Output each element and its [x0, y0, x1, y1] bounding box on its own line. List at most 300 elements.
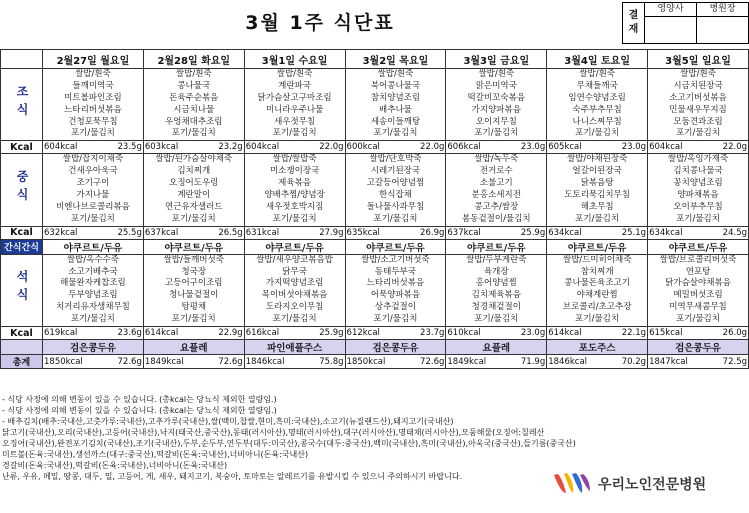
menu-item: 분홍소세지전 [471, 190, 521, 201]
menu-item: 건새우아욱국 [68, 166, 118, 177]
menu-item: 가지양파볶음 [471, 104, 521, 115]
menu-item: 포기/물김치 [676, 128, 720, 139]
kcal-cell [446, 226, 547, 239]
menu-item: 양파채볶음 [677, 190, 719, 201]
menu-item: 홍어양념찜 [475, 278, 517, 289]
menu-item: 쌀밥/흰죽 [377, 69, 414, 79]
protein-value: 27.9g [319, 227, 344, 238]
evening-snack-cell: 검은콩두유 [345, 340, 446, 355]
menu-item: 오이지무침 [475, 116, 517, 127]
kcal-value: 631kcal [245, 227, 280, 238]
lunch-menu-cell [43, 154, 144, 226]
protein-value: 25.9g [520, 227, 546, 238]
notes [2, 394, 747, 482]
protein-value: 23.6g [117, 328, 142, 339]
menu-item: 계란파국 [278, 80, 312, 91]
menu-item: 건청포묵무침 [68, 116, 118, 127]
kcal-cell [143, 226, 244, 239]
menu-item: 숙주부추무침 [572, 104, 622, 115]
menu-item: 탕평채 [181, 302, 207, 313]
menu-item: 콩나물국 [177, 80, 211, 91]
day-header: 3월4일 토요일 [547, 50, 648, 69]
snack-cell: 야쿠르트/두유 [244, 239, 345, 254]
day-header: 2월28일 화요일 [143, 50, 244, 69]
menu-item: 쌀밥/녹두죽 [474, 154, 519, 165]
menu-item: 닭볶음탕 [580, 178, 614, 189]
evening-snack-cell: 요플레 [446, 340, 547, 355]
menu-item: 포기/물김치 [272, 314, 317, 325]
kcal-cell [43, 327, 144, 340]
menu-item: 꽁치양념조림 [673, 178, 723, 189]
total-cell [345, 355, 446, 369]
kcal-value: 604kcal [649, 142, 683, 153]
evening-snack-cell: 파인애플주스 [244, 340, 345, 355]
meal-label-text: 석식 [15, 270, 29, 307]
snack-cell: 야쿠르트/두유 [547, 239, 648, 254]
menu-item: 콩고추/쌈장 [474, 201, 519, 212]
lunch-menu-cell [648, 154, 749, 226]
menu-item: 미역무새콤무침 [669, 302, 727, 313]
menu-item: 미트볼파인조림 [64, 92, 122, 103]
breakfast-label [1, 69, 43, 141]
menu-item: 동태두부국 [374, 266, 416, 277]
menu-item: 닭가슴살야채볶음 [665, 278, 731, 289]
kcal-cell [345, 226, 446, 239]
meal-table [0, 49, 749, 369]
snack-cell: 야쿠르트/두유 [648, 239, 749, 254]
total-cell [648, 355, 749, 369]
menu-item: 북어콩나물국 [370, 80, 421, 91]
kcal-value: 603kcal [144, 142, 179, 153]
menu-item: 비엔나브로콜리볶음 [55, 201, 130, 212]
protein-value: 23.5g [117, 142, 142, 153]
menu-item: 목이버섯야채볶음 [261, 290, 328, 301]
evening-snack-corner [1, 340, 43, 355]
kcal-cell [547, 327, 648, 340]
total-label: 총계 [1, 355, 43, 369]
menu-item: 시레기된장국 [370, 166, 421, 177]
breakfast-kcal-row [1, 141, 749, 154]
page-title: 3월 1주 식단표 [245, 12, 395, 34]
note-line: 오징어(국내산),완전포기김치(국내산),조기(국내산),두부,순두부,연두부(대두:미국산),콩국수(대두:중국산),백미(국내산),흑미(국내산),아욱국(중국산),들기름(중국산) [2, 439, 576, 448]
total-protein: 72.6g [218, 356, 243, 367]
approval-label-char: 결 [628, 10, 639, 21]
menu-item: 들깨미역국 [72, 80, 114, 91]
day-header: 2월27일 월요일 [43, 50, 144, 69]
breakfast-menu-cell [547, 69, 648, 141]
menu-item: 새우젓무침 [274, 116, 316, 127]
menu-item: 시금치나물 [173, 104, 215, 115]
meal-label-text: 조식 [15, 84, 29, 121]
kcal-value: 616kcal [245, 328, 280, 339]
evening-snack-cell: 검은콩두유 [648, 340, 749, 355]
menu-item: 포기/물김치 [373, 213, 418, 224]
menu-item: 콩나물돈육조고기 [564, 278, 630, 289]
evening-snack-cell: 포도주스 [547, 340, 648, 355]
hospital-logo [552, 470, 747, 498]
kcal-value: 605kcal [548, 142, 582, 153]
menu-item: 나니스찌무침 [572, 116, 622, 127]
kcal-value: 610kcal [447, 328, 481, 339]
menu-item: 어묵양파볶음 [370, 290, 421, 301]
protein-value: 25.1g [621, 227, 647, 238]
menu-item: 가지나물 [76, 190, 110, 201]
dinner-row [1, 254, 749, 326]
menu-item: 김치제육볶음 [471, 290, 521, 301]
menu-item: 브로콜리/초고추장 [562, 302, 632, 313]
day-header: 3월2일 목요일 [345, 50, 446, 69]
menu-item: 쌀밥/흰죽 [478, 69, 515, 79]
menu-item: 돌나물사과무침 [366, 201, 425, 212]
menu-item: 제육볶음 [278, 178, 312, 189]
menu-item: 포기/물김치 [373, 314, 418, 325]
menu-item: 참치찌개 [580, 266, 614, 277]
kcal-cell [648, 141, 749, 154]
breakfast-row [1, 69, 749, 141]
dinner-menu-cell [446, 254, 547, 326]
kcal-value: 635kcal [346, 227, 380, 238]
lunch-menu-cell [547, 154, 648, 226]
menu-item: 쌀밥/흰죽 [579, 69, 615, 79]
kcal-value: 600kcal [346, 142, 380, 153]
menu-item: 떡갈비꼬숙볶음 [467, 92, 526, 103]
lunch-menu-cell [244, 154, 345, 226]
menu-item: 도라지오이무침 [265, 302, 324, 313]
hospital-logo-icon [552, 471, 592, 497]
menu-item: 도토리묵김치무침 [564, 190, 630, 201]
menu-item: 쌀밥/옥잉가재죽 [667, 154, 729, 165]
protein-value: 25.9g [319, 328, 344, 339]
kcal-label: Kcal [1, 226, 43, 239]
menu-item: 시금치된장국 [673, 80, 723, 91]
kcal-cell [43, 226, 144, 239]
breakfast-menu-cell [648, 69, 749, 141]
total-cell [446, 355, 547, 369]
kcal-value: 637kcal [144, 227, 179, 238]
menu-item: 포기/물김치 [272, 128, 317, 139]
menu-item: 한식잡채 [379, 190, 412, 201]
kcal-value: 634kcal [649, 227, 683, 238]
approver-director [697, 3, 748, 43]
snack-cell: 야쿠르트/두유 [446, 239, 547, 254]
kcal-cell [648, 327, 749, 340]
protein-value: 26.9g [420, 227, 445, 238]
protein-value: 23.0g [520, 328, 546, 339]
menu-item: 가지떡양념조림 [265, 278, 324, 289]
menu-item: 조기구이 [76, 178, 110, 189]
menu-item: 포기/물김치 [171, 213, 216, 224]
menu-item: 해초무침 [580, 201, 614, 212]
total-cell [43, 355, 144, 369]
menu-item: 포기/물김치 [70, 314, 115, 325]
protein-value: 26.5g [218, 227, 243, 238]
lunch-menu-cell [143, 154, 244, 226]
lunch-label [1, 154, 43, 226]
menu-item: 포기/물김치 [676, 314, 720, 325]
total-kcal: 1849kcal [144, 356, 184, 367]
total-row [1, 355, 749, 369]
protein-value: 23.0g [520, 142, 546, 153]
breakfast-menu-cell [43, 69, 144, 141]
snack-cell: 야쿠르트/두유 [345, 239, 446, 254]
dinner-kcal-row [1, 327, 749, 340]
protein-value: 22.1g [621, 328, 647, 339]
menu-item: 쌀밥/소고기버섯죽 [361, 254, 430, 265]
menu-item: 모둠견과조림 [673, 116, 723, 127]
kcal-value: 614kcal [548, 328, 582, 339]
menu-item: 쌀밥/드미히이채죽 [562, 254, 632, 265]
menu-item: 쌀밥/흰죽 [680, 69, 716, 79]
note-line: 미트볼(돈육:국내산),생선까스(대구:중국산),떡갈비(돈육:국내산),너비아니(돈육:국내산) [2, 450, 309, 459]
menu-item: 김치콩나물국 [673, 166, 723, 177]
kcal-cell [345, 141, 446, 154]
kcal-cell [547, 226, 648, 239]
kcal-cell [244, 226, 345, 239]
menu-item: 포기/물김치 [171, 128, 216, 139]
menu-item: 포기/물김치 [70, 128, 115, 139]
menu-item: 쌀밥/된가슴살야채죽 [155, 154, 233, 165]
kcal-label: Kcal [1, 327, 43, 340]
menu-item: 해물완자케찹조림 [60, 278, 126, 289]
kcal-cell [446, 327, 547, 340]
approval-label [623, 3, 645, 43]
kcal-cell [143, 141, 244, 154]
menu-item: 상추겉절이 [374, 302, 416, 313]
note-line: 난류, 우유, 메밀, 땅콩, 대두, 밀, 고등어, 게, 새우, 돼지고기, 복숭아, 토마토는 알레르기를 유발시킬 수 있으니 주의하시기 바랍니다. [2, 472, 463, 481]
note-line: - 식당 사정에 의해 변동이 있을 수 있습니다. (총kcal는 당뇨식 제외한 열량임.) [2, 406, 277, 415]
protein-value: 23.0g [621, 142, 647, 153]
note-line: - 배추김치(배추:국내산,고춧가루:국내산),고추가루(국내산),쌀(백미,찹쌀,현미,흑미:국내산),소고기(뉴질랜드산),돼지고기(국내산) [2, 417, 454, 426]
kcal-cell [345, 327, 446, 340]
kcal-value: 619kcal [44, 328, 78, 339]
menu-item: 닭가슴살고구마조림 [257, 92, 332, 103]
menu-item: 포기/물김치 [474, 314, 519, 325]
kcal-cell [244, 141, 345, 154]
total-kcal: 1850kcal [44, 356, 83, 367]
menu-item: 포기/물김치 [575, 213, 620, 224]
menu-item: 포기/물김치 [575, 314, 620, 325]
menu-item: 쌀밥/두부게란죽 [466, 254, 527, 265]
protein-value: 22.0g [722, 142, 747, 153]
menu-item: 쌀밥/단호박죽 [369, 154, 422, 165]
menu-item: 느타리버섯볶음 [64, 104, 122, 115]
dinner-menu-cell [547, 254, 648, 326]
kcal-cell [143, 327, 244, 340]
protein-value: 25.5g [117, 227, 142, 238]
menu-item: 임연수양념조림 [568, 92, 626, 103]
evening-snack-cell: 검은콩두유 [43, 340, 144, 355]
total-cell [244, 355, 345, 369]
menu-item: 쌀밥/들깨버섯죽 [163, 254, 224, 265]
total-protein: 72.5g [722, 356, 747, 367]
lunch-kcal-row [1, 226, 749, 239]
kcal-cell [43, 141, 144, 154]
breakfast-menu-cell [345, 69, 446, 141]
kcal-value: 612kcal [346, 328, 380, 339]
menu-item: 고등어구이조림 [165, 278, 223, 289]
menu-item: 포기/물김치 [171, 314, 216, 325]
menu-item: 포기/물김치 [70, 213, 115, 224]
menu-item: 미소쟁이장국 [269, 166, 320, 177]
menu-item: 닭무국 [282, 266, 307, 277]
menu-item: 우엉채대추조림 [165, 116, 223, 127]
menu-item: 포기/물김치 [575, 128, 620, 139]
menu-item: 청경채겉절이 [471, 302, 521, 313]
evening-snack-cell: 요플레 [143, 340, 244, 355]
dinner-menu-cell [648, 254, 749, 326]
logo-petal [564, 473, 573, 493]
total-protein: 72.6g [420, 356, 445, 367]
menu-item: 쌀밥/흰죽 [276, 69, 313, 79]
day-header: 3월3일 금요일 [446, 50, 547, 69]
total-protein: 71.9g [520, 356, 546, 367]
menu-item: 포기/물김치 [676, 213, 720, 224]
lunch-menu-cell [446, 154, 547, 226]
menu-item: 새우젓호박지짐 [265, 201, 324, 212]
protein-value: 22.0g [319, 142, 344, 153]
protein-value: 23.2g [218, 142, 243, 153]
menu-item: 연근유자샐러드 [165, 201, 223, 212]
kcal-value: 632kcal [44, 227, 78, 238]
menu-item: 연포탕 [685, 266, 711, 277]
menu-item: 배추나물 [379, 104, 412, 115]
menu-item: 쌀밥/브로콜리버섯죽 [659, 254, 737, 265]
menu-item: 민물새우무지짐 [669, 104, 727, 115]
protein-value: 26.0g [722, 328, 747, 339]
menu-item: 치거리유자생채무침 [55, 302, 130, 313]
breakfast-menu-cell [244, 69, 345, 141]
menu-item: 두부양념조림 [68, 290, 118, 301]
approver-title: 영양사 [645, 3, 696, 17]
day-header: 3월5일 일요일 [648, 50, 749, 69]
dinner-menu-cell [143, 254, 244, 326]
kcal-value: 604kcal [44, 142, 78, 153]
menu-item: 쌀밥/흰죽 [175, 69, 212, 79]
menu-item: 쌀밥/잡지이채죽 [62, 154, 124, 165]
menu-item: 양배추찜/양념장 [264, 190, 325, 201]
hospital-name: 우리노인전문병원 [598, 477, 707, 493]
menu-item: 쌀밥/새우양코볶음밥 [256, 254, 333, 265]
kcal-value: 606kcal [447, 142, 481, 153]
menu-item: 봄동겉절이/물김치 [462, 213, 531, 224]
corner-cell [1, 50, 43, 69]
approval-box [622, 2, 749, 44]
day-header: 3월1일 수요일 [244, 50, 345, 69]
kcal-label: Kcal [1, 141, 43, 154]
menu-item: 얼갈이된장국 [572, 166, 622, 177]
total-cell [547, 355, 648, 369]
snack-cell: 야쿠르트/두유 [43, 239, 144, 254]
snack-row [1, 239, 749, 254]
menu-item: 포기/물김치 [474, 128, 519, 139]
menu-item: 참치양념조림 [370, 92, 421, 103]
evening-snack-row [1, 340, 749, 355]
total-protein: 70.2g [621, 356, 647, 367]
lunch-menu-cell [345, 154, 446, 226]
day-header-row [1, 50, 749, 69]
kcal-cell [547, 141, 648, 154]
total-protein: 75.8g [319, 356, 344, 367]
lunch-row [1, 154, 749, 226]
menu-item: 야채계란찜 [576, 290, 618, 301]
total-cell [143, 355, 244, 369]
protein-value: 22.0g [420, 142, 445, 153]
menu-item: 계란말이 [177, 190, 211, 201]
menu-item: 오징어도우링 [169, 178, 219, 189]
dinner-menu-cell [244, 254, 345, 326]
menu-item: 맑은미역국 [475, 80, 517, 91]
menu-item: 포기/물김치 [373, 128, 418, 139]
menu-item: 돈육주순볶음 [169, 92, 219, 103]
kcal-cell [446, 141, 547, 154]
menu-item: 쌀밥/옥수수죽 [66, 254, 119, 265]
approval-label-char: 재 [628, 24, 639, 35]
protein-value: 24.5g [722, 227, 747, 238]
snack-label: 간식간식 [1, 239, 43, 254]
approver-dietitian [645, 3, 697, 43]
kcal-cell [244, 327, 345, 340]
dinner-menu-cell [345, 254, 446, 326]
total-kcal: 1846kcal [548, 356, 588, 367]
total-kcal: 1850kcal [346, 356, 386, 367]
kcal-cell [648, 226, 749, 239]
protein-value: 22.9g [218, 328, 243, 339]
note-line: 닭고기(국내산),오리(국내산),고등어(국내산),낙지(태국산,중국산),동태(러시아산),명태(러시아산),대구(러시아산),명태채(러시아산),모둠해물(오징어:칠레산 [2, 428, 545, 437]
menu-item: 청나물겉절이 [169, 290, 219, 301]
menu-item: 전거로수 [479, 166, 513, 177]
menu-item: 오이부추무침 [673, 201, 723, 212]
logo-petal [554, 474, 566, 493]
kcal-value: 615kcal [649, 328, 683, 339]
kcal-value: 604kcal [245, 142, 280, 153]
menu-item: 김치찌개 [177, 166, 211, 177]
menu-item: 소불고기 [479, 178, 513, 189]
menu-item: 소고기버섯볶음 [669, 92, 727, 103]
kcal-value: 634kcal [548, 227, 582, 238]
breakfast-menu-cell [143, 69, 244, 141]
menu-item: 메밀버섯조림 [673, 290, 723, 301]
dinner-label [1, 254, 43, 326]
menu-item: 쌀밥/쌀밥죽 [272, 154, 317, 165]
approver-title: 병원장 [697, 3, 748, 17]
note-line: - 식당 사정에 의해 변동이 있을 수 있습니다. (총kcal는 당뇨식 제외한 열량임.) [2, 395, 277, 404]
menu-item: 포기/물김치 [272, 213, 317, 224]
note-line: 경갈비(돈육:국내산),떡갈비(돈육:국내산),너비아니(돈육:국내산) [2, 461, 228, 470]
protein-value: 23.7g [420, 328, 445, 339]
total-kcal: 1849kcal [447, 356, 487, 367]
menu-item: 무채들깨국 [576, 80, 618, 91]
menu-item: 세송이들깨탕 [370, 116, 421, 127]
menu-item: 쌀밥/흰죽 [75, 69, 111, 79]
meal-label-text: 중식 [15, 170, 29, 207]
kcal-value: 637kcal [447, 227, 481, 238]
breakfast-menu-cell [446, 69, 547, 141]
total-protein: 72.6g [117, 356, 142, 367]
menu-item: 고갈등어양념찜 [366, 178, 425, 189]
menu-item: 느타리버섯볶음 [366, 278, 425, 289]
menu-item: 청국장 [181, 266, 207, 277]
dinner-menu-cell [43, 254, 144, 326]
menu-item: 육개장 [483, 266, 509, 277]
snack-cell: 야쿠르트/두유 [143, 239, 244, 254]
menu-item: 소고기배추국 [68, 266, 118, 277]
menu-item: 미니라우주나물 [265, 104, 324, 115]
total-kcal: 1846kcal [245, 356, 285, 367]
kcal-value: 614kcal [144, 328, 179, 339]
menu-item: 쌀밥/야채된장죽 [566, 154, 628, 165]
page-header [0, 0, 749, 46]
total-kcal: 1847kcal [649, 356, 688, 367]
